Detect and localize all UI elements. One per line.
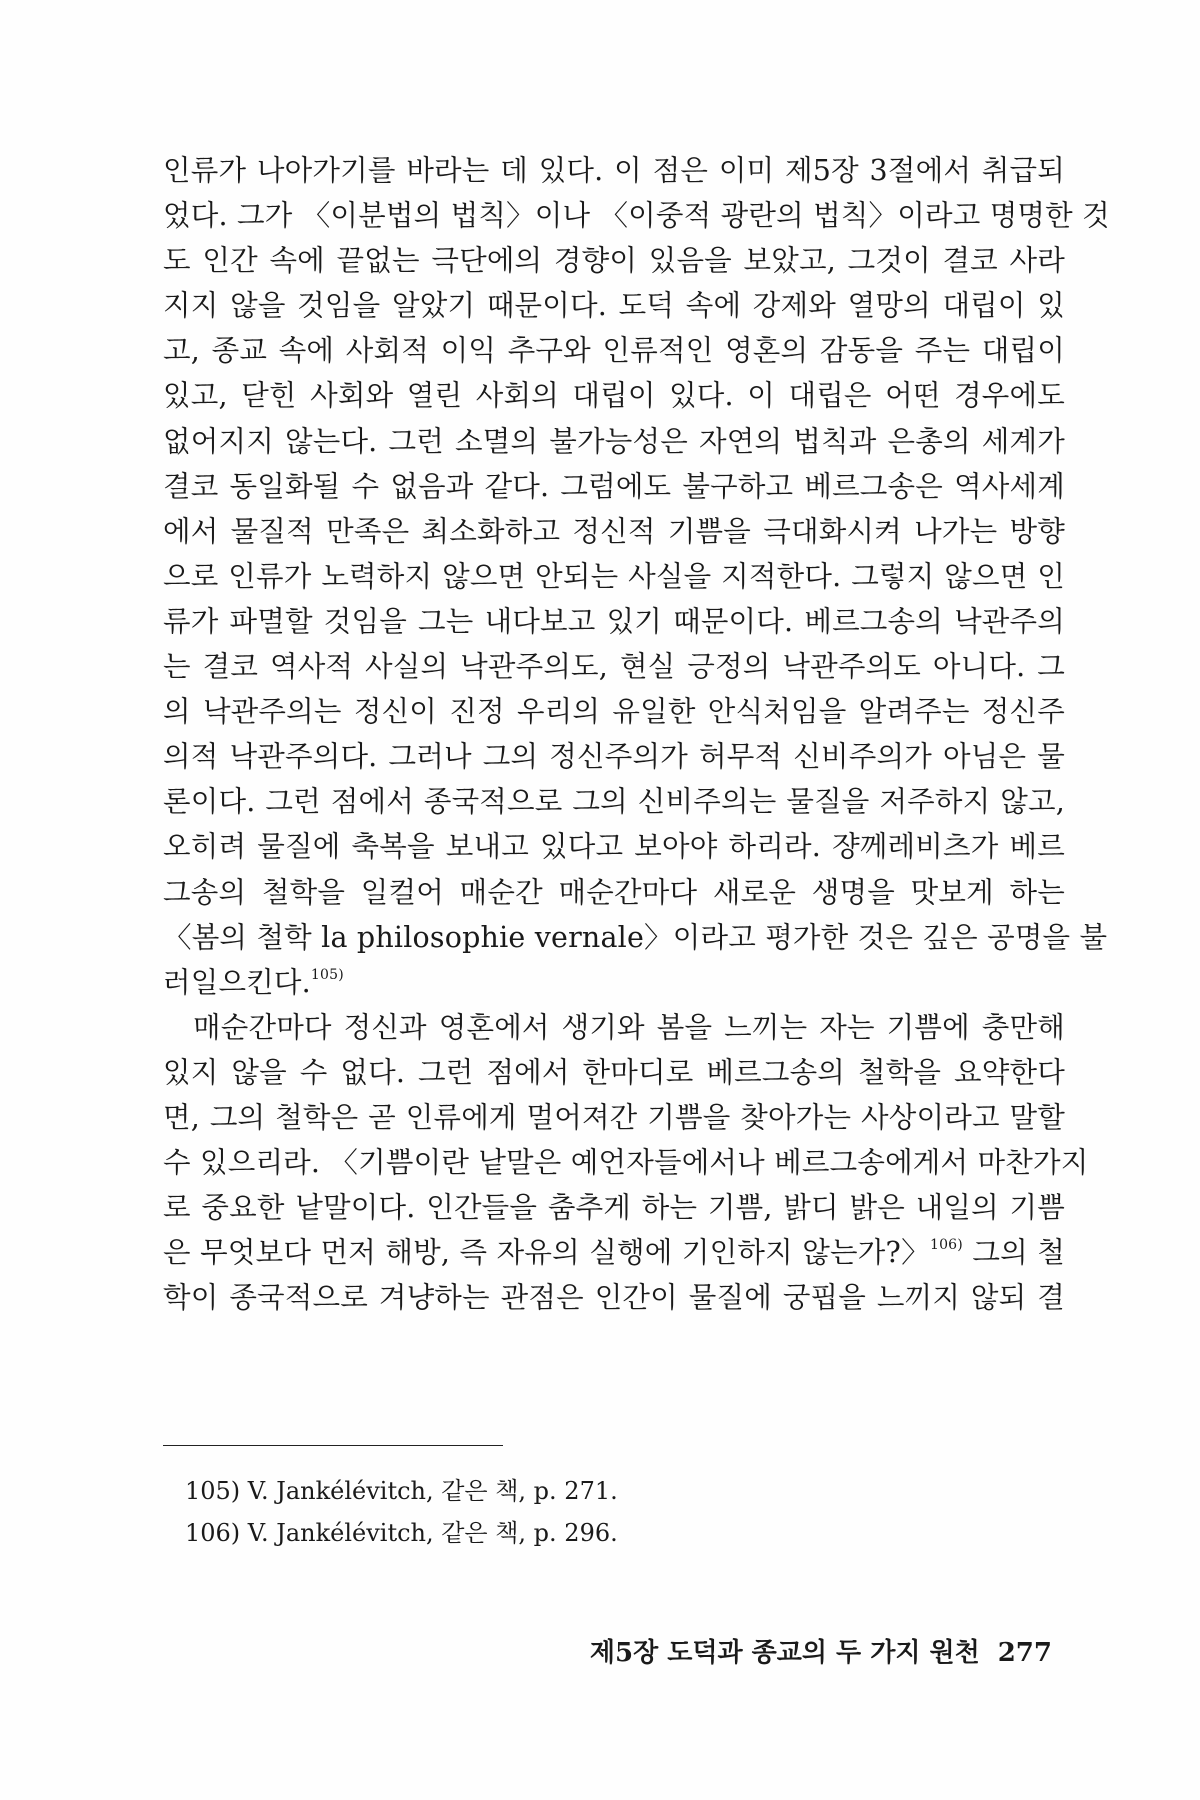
text-line: 론이다. 그런 점에서 종국적으로 그의 신비주의는 물질을 저주하지 않고, <box>163 785 1065 819</box>
text-line: 의 낙관주의는 정신이 진정 우리의 유일한 안식처임을 알려주는 정신주 <box>163 695 1065 729</box>
text-line: 없어지지 않는다. 그런 소멸의 불가능성은 자연의 법칙과 은총의 세계가 <box>163 424 1065 458</box>
text-fragment: 은 무엇보다 먼저 해방, 즉 자유의 실행에 기인하지 않는가?〉 <box>163 1236 930 1270</box>
text-line: 면, 그의 철학은 곧 인류에게 멀어져간 기쁨을 찾아가는 사상이라고 말할 <box>163 1100 1065 1134</box>
footnote-ref-105: 105) <box>310 966 344 983</box>
footnote-ref-106: 106) <box>929 1237 963 1254</box>
text-line: 도 인간 속에 끝없는 극단에의 경향이 있음을 보았고, 그것이 결코 사라 <box>163 244 1065 278</box>
text-line: 지지 않을 것임을 알았기 때문이다. 도덕 속에 강제와 열망의 대립이 있 <box>163 289 1065 323</box>
page-number: 277 <box>997 1638 1052 1668</box>
text-line: 있고, 닫힌 사회와 열린 사회의 대립이 있다. 이 대립은 어떤 경우에도 <box>163 379 1065 413</box>
text-fragment: 러일으킨다. <box>163 965 311 999</box>
text-line <box>163 960 1065 1005</box>
text-line: 그송의 철학을 일컬어 매순간 매순간마다 새로운 생명을 맛보게 하는 <box>163 875 1065 909</box>
text-line: 인류가 나아가기를 바라는 데 있다. 이 점은 이미 제5장 3절에서 취급되 <box>163 154 1065 187</box>
footnotes <box>185 1470 618 1554</box>
text-line: 있지 않을 수 없다. 그런 점에서 한마디로 베르그송의 철학을 요약한다 <box>163 1055 1065 1089</box>
running-title: 제5장 도덕과 종교의 두 가지 원천 <box>589 1638 980 1668</box>
text-line: 에서 물질적 만족은 최소화하고 정신적 기쁨을 극대화시켜 나가는 방향 <box>163 514 1065 548</box>
text-line: 학이 종국적으로 겨냥하는 관점은 인간이 물질에 궁핍을 느끼지 않되 결 <box>163 1281 1065 1315</box>
footnote-divider <box>163 1445 503 1446</box>
text-line: 〈봄의 철학 la philosophie vernale〉이라고 평가한 것은 깊은 공명을 불 <box>163 920 1108 954</box>
text-line: 는 결코 역사적 사실의 낙관주의도, 현실 긍정의 낙관주의도 아니다. 그 <box>163 650 1065 684</box>
text-line: 수 있으리라. 〈기쁨이란 낱말은 예언자들에서나 베르그송에게서 마찬가지 <box>163 1146 1089 1180</box>
text-line: 오히려 물질에 축복을 보내고 있다고 보아야 하리라. 쟝께레비츠가 베르 <box>163 830 1065 864</box>
text-line: 의적 낙관주의다. 그러나 그의 정신주의가 허무적 신비주의가 아님은 물 <box>163 740 1065 774</box>
text-line: 었다. 그가 〈이분법의 법칙〉이나 〈이중적 광란의 법칙〉이라고 명명한 것 <box>163 199 1110 233</box>
text-line: 으로 인류가 노력하지 않으면 안되는 사실을 지적한다. 그렇지 않으면 인 <box>163 559 1065 593</box>
paragraph-first-line: 매순간마다 정신과 영혼에서 생기와 봄을 느끼는 자는 기쁨에 충만해 <box>193 1010 1065 1044</box>
text-line: 류가 파멸할 것임을 그는 내다보고 있기 때문이다. 베르그송의 낙관주의 <box>163 604 1065 638</box>
footnote-105: 105) V. Jankélévitch, 같은 책, p. 271. <box>185 1477 618 1505</box>
footnote-106: 106) V. Jankélévitch, 같은 책, p. 296. <box>185 1519 618 1547</box>
body-text <box>163 148 1110 1320</box>
text-line: 결코 동일화될 수 없음과 같다. 그럼에도 불구하고 베르그송은 역사세계 <box>163 469 1065 503</box>
text-line <box>163 1230 1065 1275</box>
text-line: 로 중요한 낱말이다. 인간들을 춤추게 하는 기쁨, 밝디 밝은 내일의 기쁨 <box>163 1191 1065 1225</box>
running-footer <box>590 1632 1052 1669</box>
text-fragment: 그의 철 <box>972 1236 1066 1270</box>
text-line: 고, 종교 속에 사회적 이익 추구와 인류적인 영혼의 감동을 주는 대립이 <box>163 334 1065 368</box>
